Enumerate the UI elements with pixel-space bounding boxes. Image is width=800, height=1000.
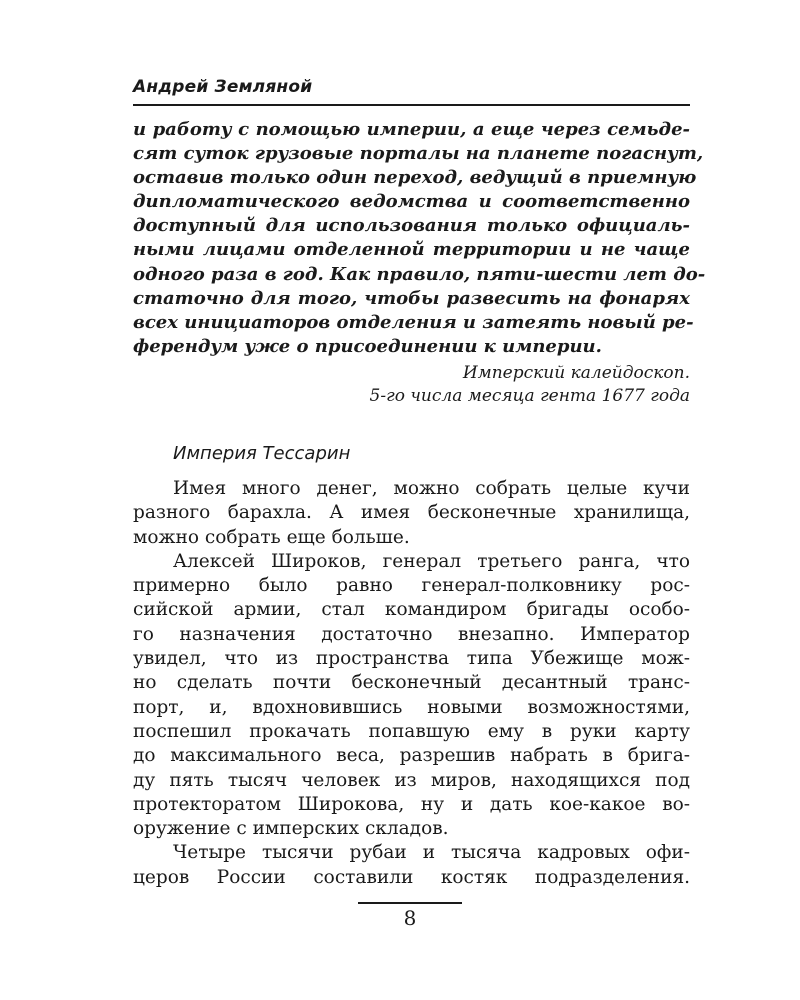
epigraph-line: сят суток грузовые порталы на планете погаснут,: [133, 143, 704, 165]
body-line: сийской армии, стал командиром бригады особо-: [133, 599, 690, 621]
body-text: [133, 477, 690, 890]
body-line: примерно было равно генерал-полковнику рос-: [133, 575, 690, 597]
body-line: го назначения достаточно внезапно. Император: [133, 623, 690, 645]
body-line: ду пять тысяч человек из миров, находящихся под: [133, 769, 690, 791]
epigraph-line: статочно для того, чтобы развесить на фонарях: [133, 287, 690, 309]
attribution-date: 5-го числа месяца гента 1677 года: [369, 386, 690, 406]
body-line: увидел, что из пространства типа Убежище мож-: [133, 648, 690, 670]
attribution-source: Имперский калейдоскоп.: [462, 363, 690, 383]
body-line: Имея много денег, можно собрать целые кучи: [173, 478, 690, 499]
body-line: можно собрать еще больше.: [133, 526, 410, 548]
body-line: оружение с имперских складов.: [133, 818, 449, 840]
epigraph: [133, 118, 706, 359]
body-line: до максимального веса, разрешив набрать в брига-: [133, 745, 690, 767]
epigraph-attribution: [370, 362, 690, 408]
body-line: Алексей Широков, генерал третьего ранга, что: [173, 550, 690, 572]
body-line: но сделать почти бесконечный десантный транс-: [133, 672, 690, 694]
epigraph-line: одного раза в год. Как правило, пяти-шести лет до-: [133, 263, 706, 285]
body-line: разного барахла. А имея бесконечные хранилища,: [133, 502, 690, 524]
epigraph-line: оставив только один переход, ведущий в приемную: [133, 167, 697, 189]
body-line: протекторатом Широкова, ну и дать кое-какое во-: [133, 793, 690, 815]
page-number: 8: [403, 906, 417, 930]
body-line: Четыре тысячи рубаи и тысяча кадровых офи-: [173, 842, 690, 864]
epigraph-line: дипломатического ведомства и соответственно: [133, 191, 690, 213]
section-title: Империя Тессарин: [173, 443, 351, 464]
running-header-author: Андрей Земляной: [133, 77, 313, 97]
epigraph-line: ными лицами отделенной территории и не чаще: [133, 239, 690, 261]
epigraph-line: доступный для использования только официаль-: [133, 215, 690, 237]
body-line: церов России составили костяк подразделения.: [133, 866, 690, 888]
body-line: поспешил прокачать попавшую ему в руки карту: [133, 720, 690, 742]
footer-divider: [358, 902, 462, 904]
header-divider: [133, 104, 690, 106]
epigraph-line: ферендум уже о присоединении к империи.: [133, 335, 602, 357]
epigraph-line: и работу с помощью империи, а еще через семьде-: [133, 119, 690, 140]
body-line: порт, и, вдохновившись новыми возможностями,: [133, 696, 690, 718]
epigraph-line: всех инициаторов отделения и затеять новый ре-: [133, 311, 694, 333]
